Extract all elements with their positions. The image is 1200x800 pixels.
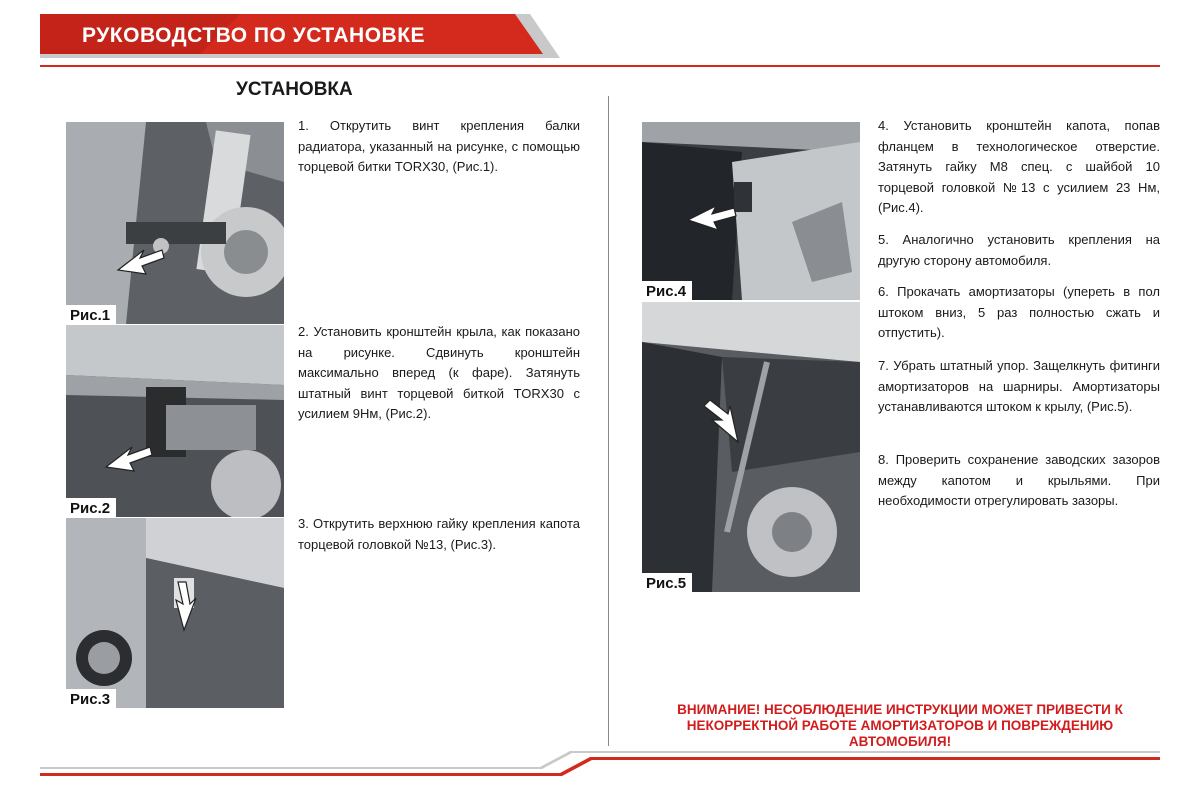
- page-title: РУКОВОДСТВО ПО УСТАНОВКЕ: [82, 24, 426, 47]
- step-1-text: 1. Открутить винт крепления балки радиатора, указанный на рисунке, с помощью торцевой битки TORX30, (Рис.1).: [298, 118, 580, 174]
- section-title: УСТАНОВКА: [236, 79, 353, 100]
- step-2-text: 2. Установить кронштейн крыла, как показано на рисунке. Сдвинуть кронштейн максимально вперед (к фаре). Затянуть штатный винт торцевой биткой TORX30 с усилием 9Нм, (Рис.2).: [298, 324, 580, 421]
- step-7-text: 7. Убрать штатный упор. Защелкнуть фитинги амортизаторов на шарниры. Амортизаторы устанавливаются штоком к крылу, (Рис.5).: [878, 358, 1160, 414]
- figure-3-photo: [66, 518, 284, 708]
- footer-decoration: [40, 745, 1160, 785]
- step-4-text: 4. Установить кронштейн капота, попав фланцем в технологическое отверстие. Затянуть гайку М8 спец. с шайбой 10 торцевой головкой №13 с усилием 23 Нм, (Рис.4).: [878, 118, 1160, 215]
- figure-3-image: [66, 518, 284, 708]
- figure-1-photo: [66, 122, 284, 324]
- figure-4-caption: Рис.4: [642, 281, 692, 300]
- figure-2-caption: Рис.2: [66, 498, 116, 517]
- step-8-text: 8. Проверить сохранение заводских зазоров между капотом и крыльями. При необходимости отрегулировать зазоры.: [878, 452, 1160, 508]
- figure-4-image: [642, 122, 860, 300]
- figure-2-image: [66, 325, 284, 517]
- figure-1-caption: Рис.1: [66, 305, 116, 324]
- header-banner: [40, 14, 560, 58]
- warning-text: ВНИМАНИЕ! НЕСОБЛЮДЕНИЕ ИНСТРУКЦИИ МОЖЕТ ПРИВЕСТИ К НЕКОРРЕКТНОЙ РАБОТЕ АМОРТИЗАТОРОВ И ПОВРЕЖДЕНИЮ АВТОМОБИЛЯ!: [677, 702, 1123, 749]
- header-rule: [40, 64, 1160, 68]
- step-5-text: 5. Аналогично установить крепления на другую сторону автомобиля.: [878, 232, 1160, 268]
- step-6-text: 6. Прокачать амортизаторы (упереть в пол штоком вниз, 5 раз полностью сжать и отпустить).: [878, 284, 1160, 340]
- step-3-text: 3. Открутить верхнюю гайку крепления капота торцевой головкой №13, (Рис.3).: [298, 516, 580, 552]
- figure-3-caption: Рис.3: [66, 689, 116, 708]
- column-divider: [608, 96, 609, 746]
- figure-1-image: [66, 122, 284, 324]
- figure-5-caption: Рис.5: [642, 573, 692, 592]
- figure-5-image: [642, 302, 860, 592]
- figure-2-photo: [66, 325, 284, 517]
- figure-5-photo: [642, 302, 860, 592]
- figure-4-photo: [642, 122, 860, 300]
